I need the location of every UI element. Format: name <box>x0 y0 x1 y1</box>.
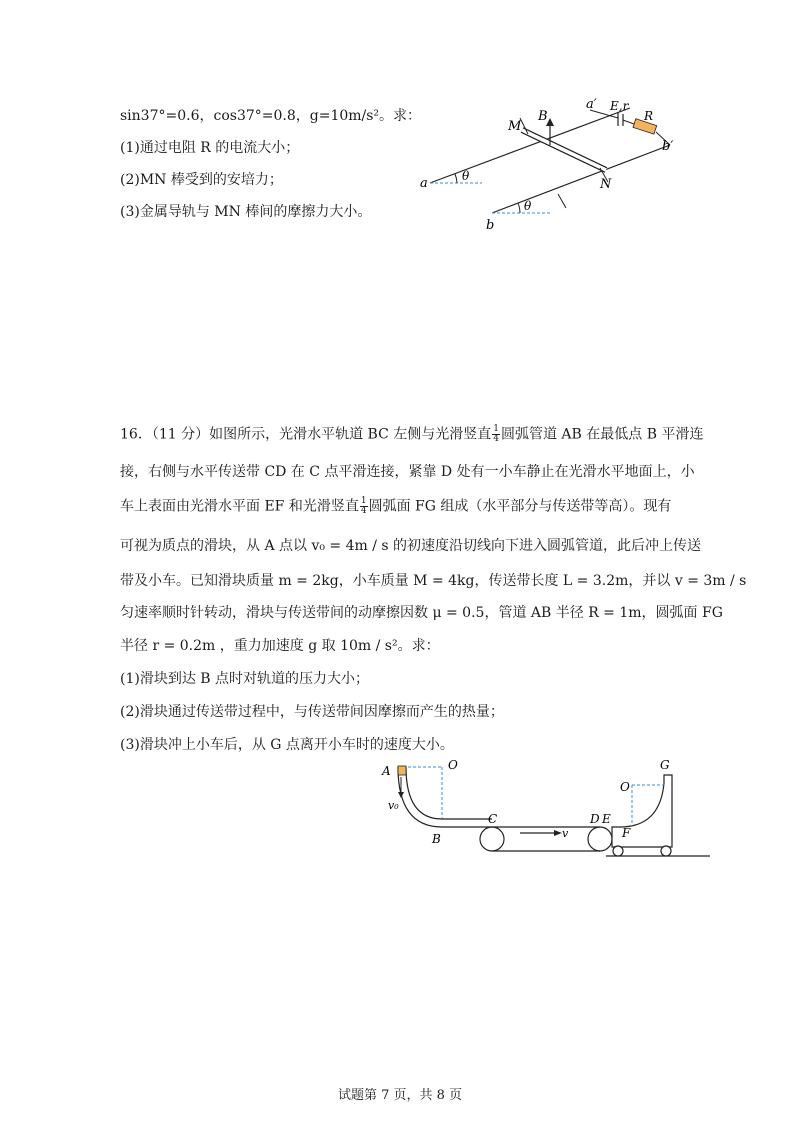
track-conveyor-cart-figure <box>370 755 720 865</box>
p16-line-6: 匀速率顺时针转动，滑块与传送带间的动摩擦因数 μ = 0.5，管道 AB 半径 R = 1m，圆弧面 FG <box>120 605 723 621</box>
label-b: b <box>486 218 495 233</box>
label-R: R <box>644 109 654 123</box>
label-M: M <box>508 119 522 134</box>
label-a-prime: a′ <box>586 97 597 112</box>
question-3: (3)金属导轨与 MN 棒间的摩擦力大小。 <box>120 204 372 220</box>
fraction-den: 4 <box>493 434 499 444</box>
label-a: a <box>420 176 428 191</box>
fraction-quarter-2 <box>360 497 368 516</box>
p16-line-1 <box>120 425 703 444</box>
label-Er: E,r <box>610 99 629 113</box>
p16-line-3 <box>120 497 671 516</box>
p16-line-7: 半径 r = 0.2m ，重力加速度 g 取 10m / s²。求： <box>120 638 440 654</box>
label-B-field: B <box>538 109 548 124</box>
fraction-num: 1 <box>493 424 499 434</box>
given-values: sin37°=0.6，cos37°=0.8，g=10m/s²。求： <box>120 108 422 124</box>
p16-line-4: 可视为质点的滑块，从 A 点以 v₀ = 4m / s 的初速度沿切线向下进入圆弧管道，此后冲上传送 <box>120 538 702 554</box>
label-D: D <box>590 812 600 826</box>
label-theta-2: θ <box>524 199 532 213</box>
p16-line-5: 带及小车。已知滑块质量 m = 2kg，小车质量 M = 4kg，传送带长度 L = 3.2m，并以 v = 3m / s <box>120 573 747 589</box>
p16-question-2: (2)滑块通过传送带过程中，与传送带间因摩擦而产生的热量； <box>120 704 504 720</box>
p16-question-3: (3)滑块冲上小车后，从 G 点离开小车时的速度大小。 <box>120 737 454 753</box>
label-E: E <box>602 812 611 826</box>
label-B: B <box>432 832 441 846</box>
p16-line-2: 接，右侧与水平传送带 CD 在 C 点平滑连接，紧靠 D 处有一小车静止在光滑水平地面上，小 <box>120 464 695 480</box>
label-A: A <box>382 764 391 778</box>
label-v0: v₀ <box>388 799 399 812</box>
p16-line-1a: 16．（11 分）如图所示，光滑水平轨道 BC 左侧与光滑竖直 <box>120 426 492 443</box>
label-G: G <box>660 758 670 772</box>
question-2: (2)MN 棒受到的安培力； <box>120 172 283 188</box>
label-b-prime: b′ <box>662 139 674 154</box>
label-O2: O <box>620 780 630 794</box>
label-theta-1: θ <box>462 169 470 183</box>
label-v: v <box>562 827 569 840</box>
p16-line-1b: 圆弧管道 AB 在最低点 B 平滑连 <box>500 426 704 443</box>
p16-question-1: (1)滑块到达 B 点时对轨道的压力大小； <box>120 671 370 687</box>
label-O1: O <box>448 758 458 772</box>
label-C: C <box>488 812 498 826</box>
fraction-den-2: 4 <box>360 506 367 516</box>
fraction-num-2: 1 <box>360 496 367 506</box>
inclined-rails-figure <box>410 90 690 235</box>
page-footer: 试题第 7 页，共 8 页 <box>337 1088 463 1103</box>
fraction-quarter <box>492 425 500 444</box>
question-1: (1)通过电阻 R 的电流大小； <box>120 140 300 156</box>
p16-line-3a: 车上表面由光滑水平面 EF 和光滑竖直 <box>120 498 359 515</box>
p16-line-3b: 圆弧面 FG 组成（水平部分与传送带等高）。现有 <box>368 498 672 515</box>
label-F: F <box>622 826 631 840</box>
label-N: N <box>600 177 612 192</box>
